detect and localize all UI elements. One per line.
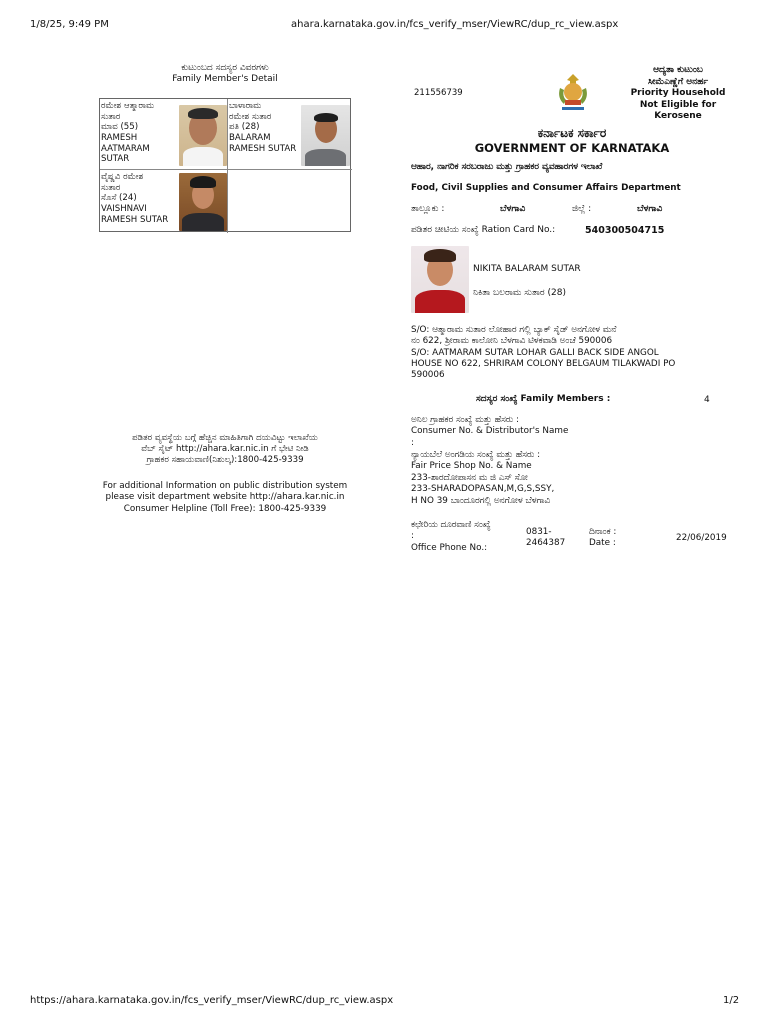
fps-line: 233-ಶಾರದೋಪಾಸನ ಮ ಜಿ ಎಸ್ ಸೋ — [411, 472, 528, 483]
office-phone-number — [526, 527, 565, 550]
family-title-en: Family Member's Detail — [172, 74, 278, 84]
pds-info-english — [70, 481, 380, 515]
karnataka-emblem-icon — [554, 70, 592, 114]
fps-label-en: Fair Price Shop No. & Name — [411, 461, 532, 472]
consumer-value: : — [411, 437, 414, 448]
ration-card-label: ಪಡಿತರ ಚೀಟಿಯ ಸಂಖ್ಯೆ Ration Card No.: — [411, 225, 556, 235]
member-photo — [301, 105, 350, 166]
holder-address — [411, 325, 675, 381]
office-phone-label — [411, 520, 491, 554]
fair-price-shop-block — [411, 450, 554, 507]
pds-info-kannada — [70, 433, 380, 467]
ration-card-number: 540300504715 — [585, 225, 665, 236]
phone-label-en: Office Phone No.: — [411, 542, 488, 553]
print-page-number: 1/2 — [723, 995, 740, 1006]
address-kn-line: S/O: ಆತ್ಮಾರಾಮ ಸುತಾರ ಲೋಹಾರ ಗಲ್ಲಿ ಬ್ಯಾಕ್ ಸೈಡ್ ಅನಗೋಳ ಮನೆ — [411, 325, 617, 335]
pds-info-en-line: please visit department website http://ahara.kar.nic.in — [105, 492, 345, 503]
print-page-title: ahara.karnataka.gov.in/fcs_verify_mser/ViewRC/dup_rc_view.aspx — [291, 19, 619, 30]
department-kn: ಆಹಾರ, ನಾಗರಿಕ ಸರಬರಾಜು ಮತ್ತು ಗ್ರಾಹಕರ ವ್ಯವಹಾರಗಳ ಇಲಾಖೆ — [411, 162, 603, 172]
phone-value-line: 0831- — [526, 527, 552, 537]
date-label-kn: ದಿನಾಂಕ : — [589, 527, 617, 537]
date-label-en: Date : — [589, 538, 616, 549]
member-photo — [179, 173, 227, 231]
address-kn-line: ನಂ 622, ಶ್ರೀರಾಮ ಕಾಲೋನಿ ಬೆಳಗಾವಿ ಟಿಳಕವಾಡಿ ಅಂಚೆ 590006 — [411, 336, 613, 347]
district-value: ಬೆಳಗಾವಿ — [637, 204, 663, 214]
phone-colon: : — [411, 531, 414, 542]
household-category — [622, 65, 734, 123]
consumer-label-kn: ಅನಿಲ ಗ್ರಾಹಕರ ಸಂಖ್ಯೆ ಮತ್ತು ಹೆಸರು : — [411, 415, 519, 425]
eligibility-en-line: Kerosene — [654, 111, 702, 122]
card-holder-name-kn: ನಿಕಿತಾ ಬಲರಾಮ ಸುತಾರ (28) — [473, 288, 566, 298]
government-title-en: GOVERNMENT OF KARNATAKA — [474, 141, 670, 155]
family-member-text: ವೈಷ್ಣವಿ ರಮೇಶ ಸುತಾರ ಸೊಸೆ (24) VAISHNAVI RAMESH SUTAR — [101, 172, 169, 225]
family-member-card — [100, 170, 228, 233]
phone-label-kn: ಕಛೇರಿಯ ದೂರವಾಣಿ ಸಂಖ್ಯೆ — [411, 520, 491, 530]
department-en: Food, Civil Supplies and Consumer Affairs Department — [411, 183, 681, 193]
family-member-table — [99, 98, 351, 232]
pds-info-kn-line: ಗ್ರಾಹಕರ ಸಹಾಯವಾಣಿ(ನಿಶುಲ್ಕ):1800-425-9339 — [146, 455, 304, 466]
family-members-count: 4 — [704, 395, 710, 405]
print-datetime: 1/8/25, 9:49 PM — [30, 19, 109, 30]
address-en-line: HOUSE NO 622, SHRIRAM COLONY BELGAUM TILAKWADI PO — [411, 358, 676, 369]
card-holder-name-en: NIKITA BALARAM SUTAR — [473, 264, 581, 274]
address-en-line: 590006 — [411, 370, 445, 380]
government-title-kn: ಕರ್ನಾಟಕ ಸರ್ಕಾರ — [537, 126, 607, 140]
category-kn: ಆದ್ಯತಾ ಕುಟುಂಬ — [653, 65, 703, 75]
pds-info-en-line: For additional Information on public distribution system — [102, 481, 348, 491]
fps-line: H NO 39 ಬಾಂದೂರಗಲ್ಲಿ ಅನಗೋಳ ಬೆಳಗಾವಿ — [411, 495, 551, 506]
pds-info-kn-line: ವೆಬ್ ಸೈಟ್ http://ahara.kar.nic.in ಗೆ ಭೇಟಿ ನೀಡಿ — [141, 444, 309, 455]
print-footer-url: https://ahara.karnataka.gov.in/fcs_verify_mser/ViewRC/dup_rc_view.aspx — [30, 995, 394, 1006]
card-reference-number: 211556739 — [414, 88, 463, 98]
eligibility-kn: ಸೀಮೆಎಣ್ಣೆಗೆ ಅನರ್ಹ — [647, 76, 709, 87]
category-en: Priority Household — [630, 88, 726, 99]
pds-info-en-line: Consumer Helpline (Toll Free): 1800-425-9339 — [123, 503, 327, 514]
family-member-text: ರಮೇಶ ಆತ್ಮಾರಾಮ ಸುತಾರ ಮಾವ (55) RAMESH AATMARAM SUTAR — [101, 101, 155, 165]
fps-line: 233-SHARADOPASAN,M,G,S,SSY, — [411, 484, 555, 495]
issue-date: 22/06/2019 — [676, 533, 727, 543]
family-member-card — [100, 99, 228, 170]
district-label: ಜಿಲ್ಲೆ : — [572, 204, 592, 214]
address-en-line: S/O: AATMARAM SUTAR LOHAR GALLI BACK SIDE ANGOL — [411, 347, 659, 358]
eligibility-en-line: Not Eligible for — [639, 99, 717, 110]
member-photo — [179, 105, 227, 166]
family-member-text: ಬಾಳಾರಾಮ ರಮೇಶ ಸುತಾರ ಪತಿ (28) BALARAM RAMESH SUTAR — [229, 101, 297, 154]
date-label — [589, 527, 616, 550]
family-member-card — [228, 99, 352, 170]
pds-info-kn-line: ಪಡಿತರ ವ್ಯವಸ್ಥೆಯ ಬಗ್ಗೆ ಹೆಚ್ಚಿನ ಮಾಹಿತಿಗಾಗಿ ದಯವಿಟ್ಟು ಇಲಾಖೆಯ — [132, 433, 318, 443]
consumer-label-en: Consumer No. & Distributor's Name — [411, 426, 569, 437]
family-members-label: ಸದಸ್ಯರ ಸಂಖ್ಯೆ Family Members : — [476, 394, 611, 404]
phone-value-line: 2464387 — [526, 538, 566, 549]
card-holder-photo — [411, 246, 469, 313]
fps-label-kn: ನ್ಯಾಯಬೆಲೆ ಅಂಗಡಿಯ ಸಂಖ್ಯೆ ಮತ್ತು ಹೆಸರು : — [411, 450, 541, 460]
family-title-kn: ಕುಟುಂಬದ ಸದಸ್ಯರ ವಿವರಗಳು — [181, 63, 269, 73]
taluk-value: ಬೆಳಗಾವಿ — [500, 204, 526, 214]
consumer-block — [411, 415, 568, 449]
taluk-label: ತಾಲ್ಲೂಕು : — [411, 204, 445, 214]
